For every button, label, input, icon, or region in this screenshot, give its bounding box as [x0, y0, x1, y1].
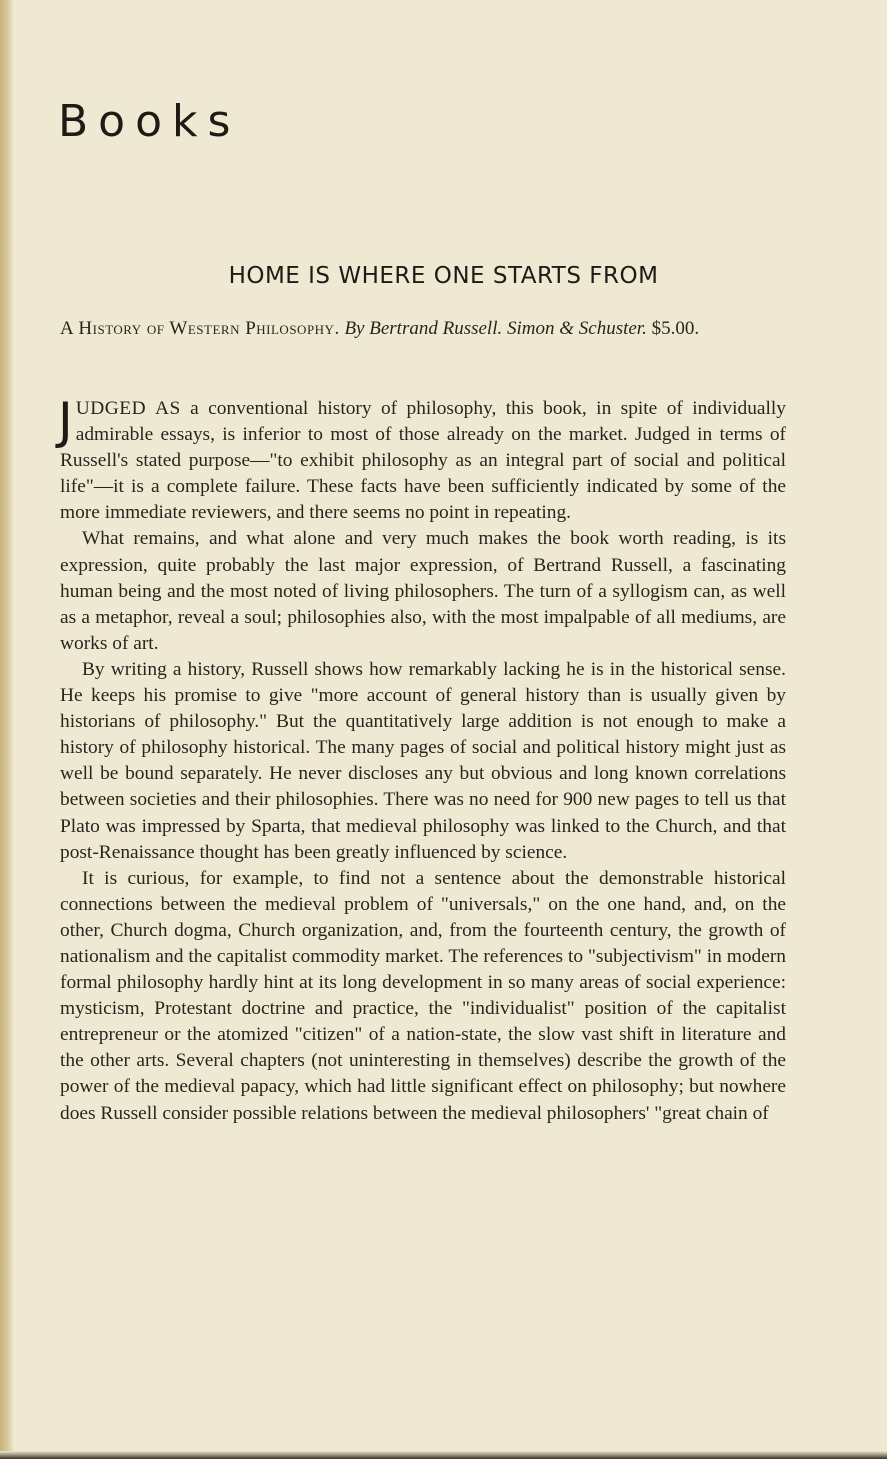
- article-title: HOME IS WHERE ONE STARTS FROM: [228, 263, 659, 289]
- lead-in-caps: UDGED AS: [75, 398, 181, 419]
- book-author: By Bertrand Russell.: [344, 318, 503, 339]
- paragraph-3: By writing a history, Russell shows how remarkably lacking he is in the historical sense. He keeps his promise to give "more account of general history than is usually given by historians of philosophy." But the quantitatively large addition is not enough to make a history of philosophy historical. The many pages of social and political history might just as well be bound separately. He never discloses any but obvious and long known correlations between societies and their philosophies. There was no need for 900 new pages to tell us that Plato was impressed by Sparta, that medieval philosophy was linked to the Church, and that post-Renaissance thought has been greatly influenced by science.: [60, 658, 786, 863]
- review-body: [58, 392, 786, 1127]
- paragraph-2: What remains, and what alone and very much makes the book worth reading, is its expression, quite probably the last major expression, of Bertrand Russell, a fascinating human being and the most noted of living philosophers. The turn of a syllogism can, as well as a metaphor, reveal a soul; philosophies also, with the most impalpable of all mediums, are works of art.: [60, 528, 786, 654]
- book-title: A History of Western Philosophy.: [60, 318, 340, 339]
- drop-cap: J: [58, 392, 73, 450]
- book-publisher: Simon & Schuster.: [506, 318, 647, 339]
- paragraph-1-text: a conventional history of philosophy, this book, in spite of individually admirable essays, is inferior to most of those already on the market. Judged in terms of Russell's stated purpose—"to exhibit philosophy as an integral part of social and political life"—it is a complete failure. These facts have been sufficiently indicated by some of the more immediate reviewers, and there seems no point in repeating.: [60, 398, 786, 524]
- section-heading: Books: [58, 96, 241, 147]
- page-bottom-edge: [0, 1451, 887, 1459]
- book-price: $5.00.: [651, 318, 700, 339]
- book-citation: [60, 316, 814, 341]
- paragraph-1: [58, 392, 786, 526]
- paragraph-4: It is curious, for example, to find not a sentence about the demonstrable historical connections between the medieval problem of "universals," on the one hand, and, on the other, Church dogma, Church organization, and, from the fourteenth century, the growth of nationalism and the capitalist commodity market. The references to "subjectivism" in modern formal philosophy hardly hint at its long development in so many areas of social experience: mysticism, Protestant doctrine and practice, the "individualist" position of the capitalist entrepreneur or the atomized "citizen" of a nation-state, the slow vast shift in literature and the other arts. Several chapters (not uninteresting in themselves) describe the growth of the power of the medieval papacy, which had little significant effect on philosophy; but nowhere does Russell consider possible relations between the medieval philosophers' "great chain of: [60, 867, 786, 1124]
